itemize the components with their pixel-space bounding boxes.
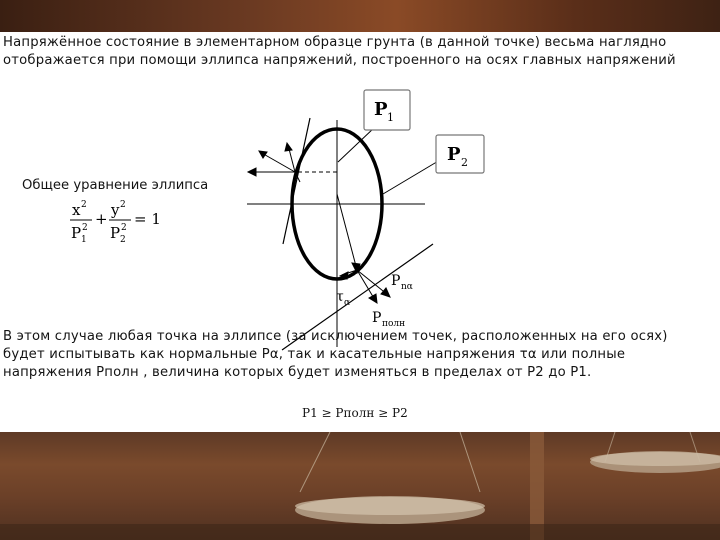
svg-text:P: P xyxy=(391,273,401,289)
scales-image xyxy=(0,432,720,540)
arrowhead xyxy=(285,143,292,151)
arrowhead xyxy=(369,294,377,303)
svg-text:P: P xyxy=(372,310,382,326)
tangent-left xyxy=(283,118,310,244)
eq-y: y xyxy=(111,201,120,219)
eq-equals: = 1 xyxy=(134,210,161,228)
header-bar xyxy=(0,0,720,32)
label-p2-sub: 2 xyxy=(461,156,468,169)
arrowhead xyxy=(259,151,267,158)
eq-x-exp: 2 xyxy=(81,200,87,210)
scale-pillar xyxy=(530,432,544,540)
explanation-line-1: В этом случае любая точка на эллипсе (за исключением точек, расположенных на его осях) xyxy=(3,329,668,344)
explanation-line-2: будет испытывать как нормальные Pα, так и касательные напряжения τα или полные xyxy=(3,347,626,362)
arrowhead xyxy=(381,288,390,297)
eq-plus: + xyxy=(95,210,108,228)
intro-line-2: отображается при помощи эллипса напряжений, построенного на осях главных напряжений xyxy=(3,53,676,68)
eq-x: x xyxy=(72,201,81,219)
p-poln-line xyxy=(337,194,357,270)
svg-text:α: α xyxy=(344,298,351,308)
label-p1: P xyxy=(374,99,388,120)
inequality: P1 ≥ Pполн ≥ P2 xyxy=(302,406,408,420)
axes xyxy=(247,120,425,347)
explanation-paragraph xyxy=(3,328,668,382)
svg-text:полн: полн xyxy=(382,319,406,329)
eq-p2-sub: 2 xyxy=(120,235,126,245)
label-p2: P xyxy=(447,144,461,165)
label-p-poln xyxy=(372,310,405,329)
footer-decoration xyxy=(0,432,720,540)
ellipse-equation xyxy=(70,200,161,245)
eq-y-exp: 2 xyxy=(120,200,126,210)
svg-text:τ: τ xyxy=(336,289,344,305)
label-tau xyxy=(336,289,350,308)
eq-p1: P xyxy=(71,224,82,242)
explanation-line-3: напряжения Pполн , величина которых будет изменяться в пределах от P2 до P1. xyxy=(3,365,592,380)
left-stress-vectors xyxy=(247,143,337,182)
slide-content xyxy=(0,32,720,432)
eq-p2-exp: 2 xyxy=(121,223,127,233)
eq-p1-exp: 2 xyxy=(82,223,88,233)
eq-p1-sub: 1 xyxy=(81,235,87,245)
callout-p2 xyxy=(383,135,484,194)
label-p1-sub: 1 xyxy=(387,111,394,124)
label-p-n xyxy=(391,273,413,292)
equation-label: Общее уравнение эллипса xyxy=(22,178,209,193)
svg-text:nα: nα xyxy=(401,282,413,292)
intro-line-1: Напряжённое состояние в элементарном образце грунта (в данной точке) весьма наглядно xyxy=(3,35,667,50)
arrowhead xyxy=(248,168,256,176)
callout-p1 xyxy=(338,90,410,162)
eq-p2: P xyxy=(110,224,121,242)
